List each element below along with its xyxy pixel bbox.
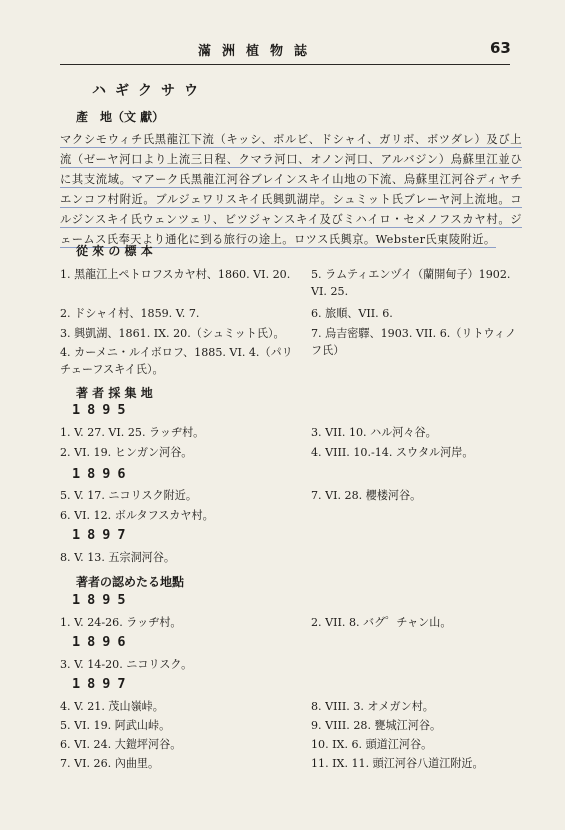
heading-author-collections: 著 者 採 集 地 <box>76 386 153 400</box>
collections-year-1895: 1895 <box>72 402 133 418</box>
former-right-5: 5. ラムティエンヅイ（蘭開甸子）1902. VI. 25. <box>311 268 511 298</box>
confirmed-entry: 9. VIII. 28. 甕城江河谷。 <box>311 719 442 732</box>
species-title: ハギクサウ <box>92 83 207 99</box>
page-number: 63 <box>490 39 511 57</box>
heading-locality-literature: 產 地（文 獻） <box>76 110 165 124</box>
header-rule <box>60 64 510 65</box>
running-header <box>0 40 565 64</box>
former-right-7: 7. 烏吉密驛、1903. VII. 6.（リトウィノフ氏） <box>311 327 517 357</box>
confirmed-entry: 4. V. 21. 茂山嶺峠。 <box>60 700 164 713</box>
confirmed-entry: 1. V. 24-26. ラッヂ村。 <box>60 616 182 629</box>
confirmed-entry: 10. IX. 6. 頭道江河谷。 <box>311 738 433 751</box>
collection-entry: 6. VI. 12. ボルタフスカヤ村。 <box>60 509 214 522</box>
collections-year-1897: 1897 <box>72 527 133 543</box>
collection-entry: 4. VIII. 10.-14. スウタル河岸。 <box>311 446 474 459</box>
literature-text: マクシモウィチ氏黑龍江下流（キッシ、ボルビ、ドシャイ、ガリボ、ボツダレ）及び上流（ゼーヤ河口より上流三日程、クマラ河口、オノン河口、アルバジン）烏蘇里江並ひに其支流域。マアーク氏黑龍江河谷ブレインスキイ山地の下流、烏蘇里江河谷ディヤチエンコフ村附近。ブルジェワリスキイ氏興凱湖岸。シュミット氏ブレーヤ河上流地。コルジンスキイ氏ウェンツェリ、ビツジャンスキイ及びミハイロ・セメノフスカヤ村。ジェームス氏奉天より通化に到る旅行の途上。ロツス氏興京。Webster氏東陵附近。 <box>60 133 522 246</box>
literature-paragraph <box>60 130 522 250</box>
collection-entry: 5. V. 17. ニコリスク附近。 <box>60 489 197 502</box>
confirmed-entry: 6. VI. 24. 大鎧坪河谷。 <box>60 738 182 751</box>
confirmed-entry: 2. VII. 8. バグ゜チャン山。 <box>311 616 452 629</box>
heading-former-specimens: 從 來 の 標 本 <box>76 244 153 258</box>
former-left-1: 1. 黑龍江上ペトロフスカヤ村、1860. VI. 20. <box>60 268 291 281</box>
collection-entry: 1. V. 27. VI. 25. ラッヂ村。 <box>60 426 205 439</box>
confirmed-year-1895: 1895 <box>72 592 133 608</box>
collection-entry: 3. VII. 10. ハル河々谷。 <box>311 426 437 439</box>
confirmed-entry: 11. IX. 11. 頭江河谷八道江附近。 <box>311 757 484 770</box>
collections-year-1896: 1896 <box>72 466 133 482</box>
former-left-4: 4. カーメニ・ルイボロフ、1885. VI. 4.（パリチェーフスキイ氏）。 <box>60 346 293 376</box>
collection-entry: 2. VI. 19. ヒンガン河谷。 <box>60 446 193 459</box>
confirmed-year-1897: 1897 <box>72 676 133 692</box>
confirmed-entry: 3. V. 14-20. ニコリスク。 <box>60 658 193 671</box>
former-left-2: 2. ドシャイ村、1859. V. 7. <box>60 307 200 320</box>
confirmed-entry: 7. VI. 26. 內曲里。 <box>60 757 160 770</box>
former-right-6: 6. 旅順、VII. 6. <box>311 307 393 320</box>
running-title: 滿洲植物誌 <box>198 44 319 59</box>
collection-entry: 8. V. 13. 五宗洞河谷。 <box>60 551 175 564</box>
confirmed-year-1896: 1896 <box>72 634 133 650</box>
heading-author-confirmed: 著者の認めたる地點 <box>76 575 185 589</box>
confirmed-entry: 8. VIII. 3. オメガン村。 <box>311 700 434 713</box>
confirmed-entry: 5. VI. 19. 阿武山峠。 <box>60 719 171 732</box>
former-left-3: 3. 興凱湖、1861. IX. 20.（シュミット氏）。 <box>60 327 285 340</box>
collection-entry: 7. VI. 28. 櫻楼河谷。 <box>311 489 422 502</box>
